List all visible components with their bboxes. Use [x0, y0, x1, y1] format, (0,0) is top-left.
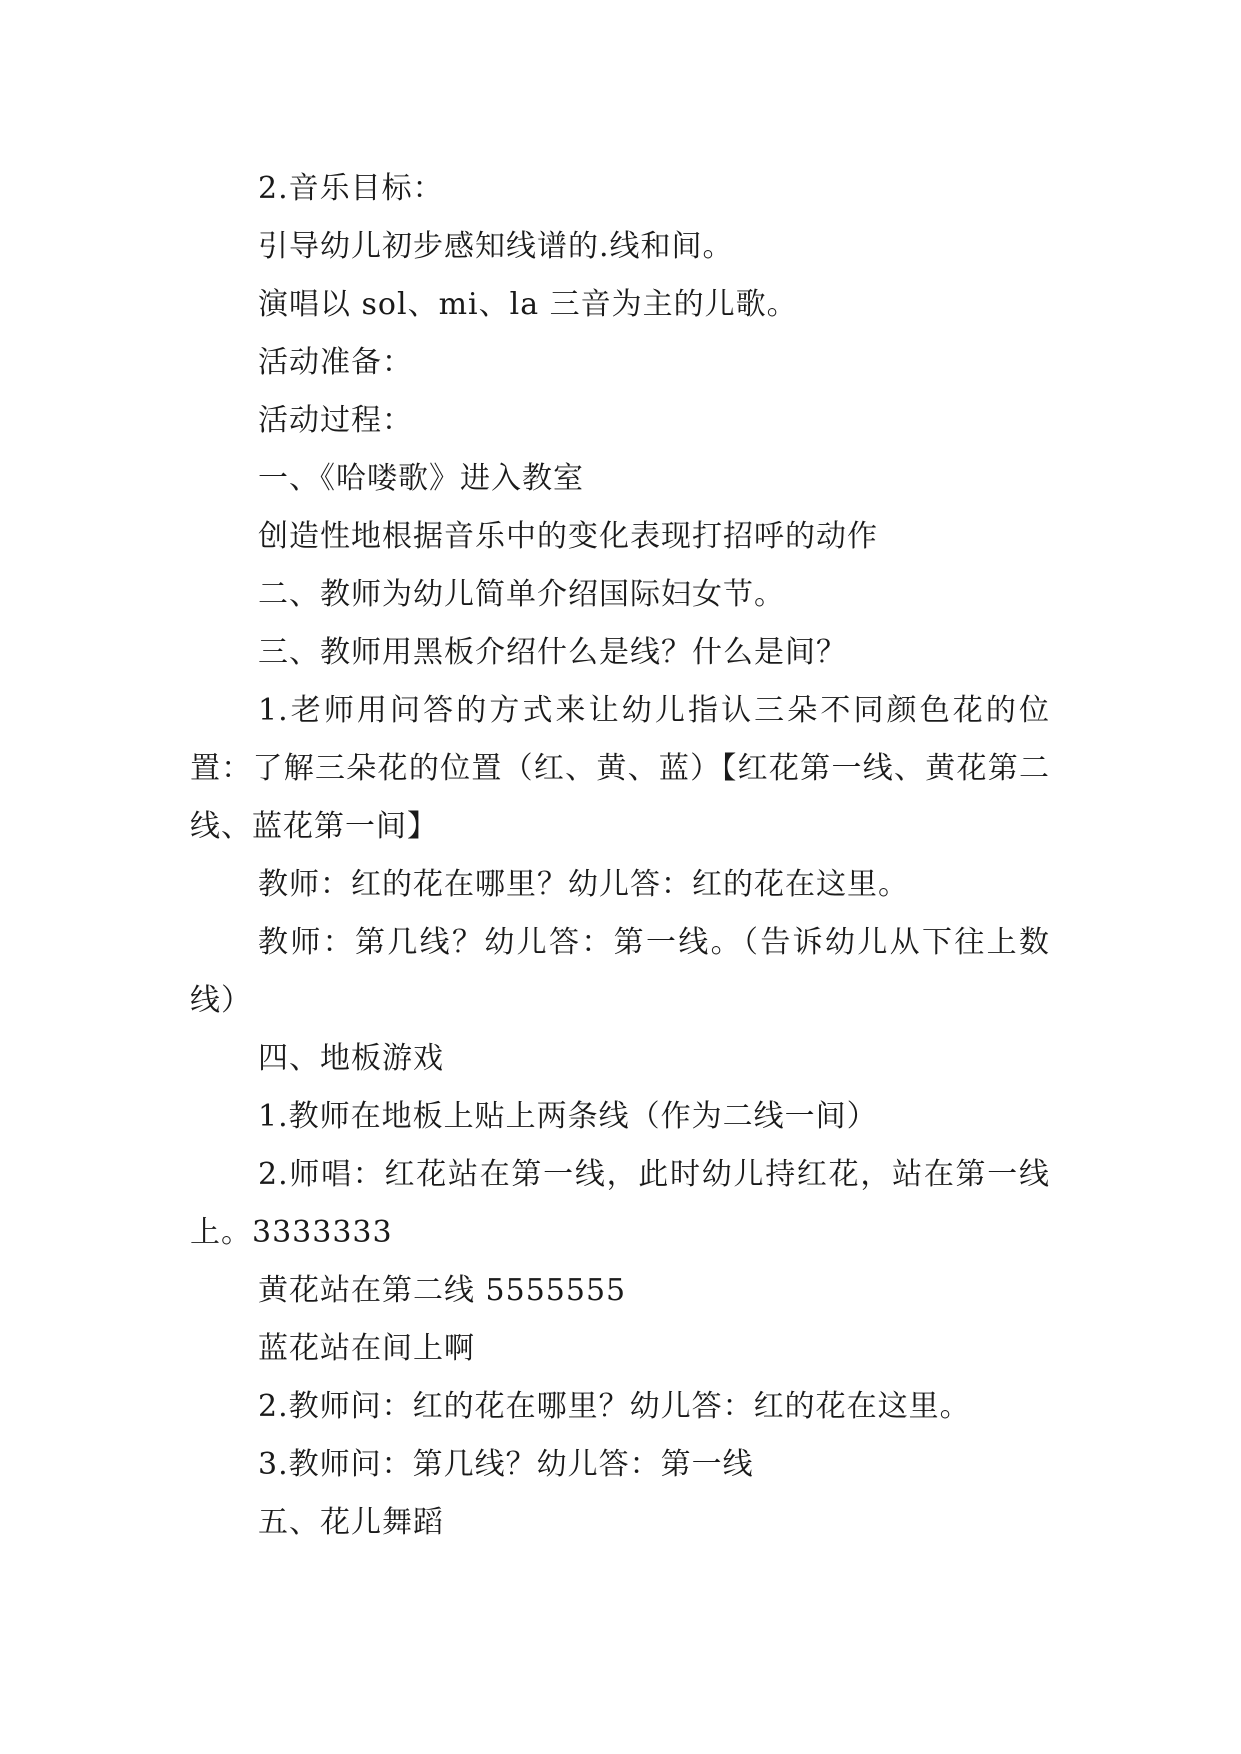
paragraph: 演唱以 sol、mi、la 三音为主的儿歌。 [258, 287, 798, 322]
section-5-heading: 五、花儿舞蹈 [258, 1505, 444, 1540]
paragraph: 创造性地根据音乐中的变化表现打招呼的动作 [258, 519, 878, 554]
paragraph: 教师：红的花在哪里？幼儿答：红的花在这里。 [258, 867, 909, 902]
paragraph: 引导幼儿初步感知线谱的.线和间。 [258, 229, 734, 264]
document-body [190, 160, 1050, 1552]
paragraph: 2.师唱：红花站在第一线，此时幼儿持红花，站在第一线上。3333333 [190, 1157, 1050, 1250]
section-3-heading: 三、教师用黑板介绍什么是线？什么是间？ [258, 635, 847, 670]
paragraph: 3.教师问：第几线？幼儿答：第一线 [258, 1447, 754, 1482]
activity-process-heading: 活动过程： [258, 403, 413, 438]
activity-prep-heading: 活动准备： [258, 345, 413, 380]
paragraph: 蓝花站在间上啊 [258, 1331, 475, 1366]
section-1-heading: 一、《哈喽歌》进入教室 [258, 461, 584, 496]
paragraph: 教师：第几线？幼儿答：第一线。（告诉幼儿从下往上数线） [190, 925, 1050, 1018]
music-goal-heading: 2.音乐目标： [258, 171, 444, 206]
section-2-heading: 二、教师为幼儿简单介绍国际妇女节。 [258, 577, 785, 612]
paragraph: 2.教师问：红的花在哪里？幼儿答：红的花在这里。 [258, 1389, 971, 1424]
paragraph: 1.教师在地板上贴上两条线（作为二线一间） [258, 1099, 878, 1134]
section-4-heading: 四、地板游戏 [258, 1041, 444, 1076]
paragraph: 1.老师用问答的方式来让幼儿指认三朵不同颜色花的位置：了解三朵花的位置（红、黄、蓝）【红花第一线、黄花第二线、蓝花第一间】 [190, 693, 1050, 844]
paragraph: 黄花站在第二线 5555555 [258, 1273, 627, 1308]
